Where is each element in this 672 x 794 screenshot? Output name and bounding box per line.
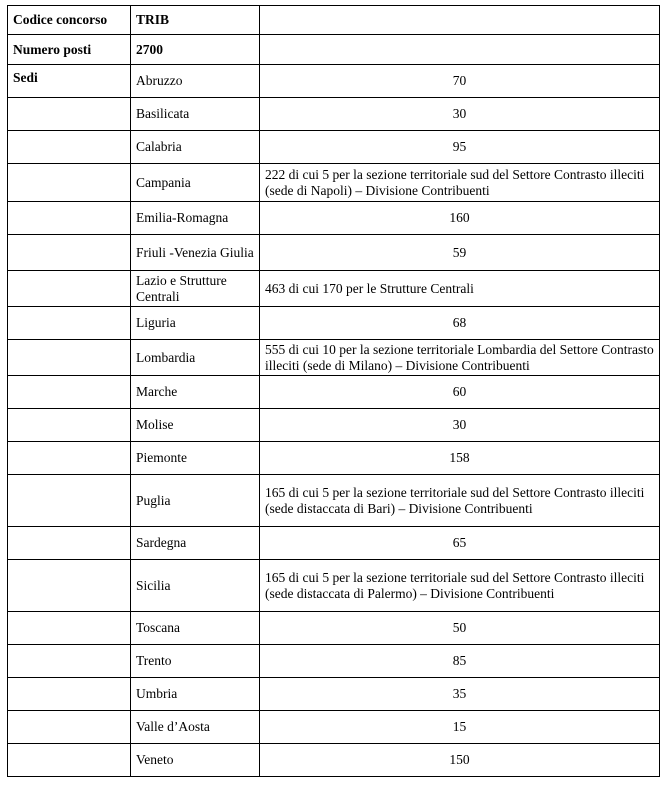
row-codice-concorso xyxy=(8,6,660,35)
region-name: Sicilia xyxy=(131,560,260,612)
numero-posti-label: Numero posti xyxy=(8,35,131,65)
region-name: Abruzzo xyxy=(131,65,260,98)
posts-count: 35 xyxy=(260,678,660,711)
region-name: Trento xyxy=(131,645,260,678)
codice-concorso-label: Codice concorso xyxy=(8,6,131,35)
sede-row xyxy=(8,164,660,202)
sede-row xyxy=(8,307,660,340)
sede-row xyxy=(8,560,660,612)
region-name: Piemonte xyxy=(131,442,260,475)
posts-count: 68 xyxy=(260,307,660,340)
empty-cell xyxy=(8,711,131,744)
empty-cell xyxy=(8,612,131,645)
posts-count: 222 di cui 5 per la sezione territoriale sud del Settore Contrasto illeciti (sede di Napoli) – Divisione Contribuenti xyxy=(260,164,660,202)
posts-count: 158 xyxy=(260,442,660,475)
empty-cell xyxy=(8,409,131,442)
posts-count: 165 di cui 5 per la sezione territoriale sud del Settore Contrasto illeciti (sede distaccata di Bari) – Divisione Contribuenti xyxy=(260,475,660,527)
region-name: Marche xyxy=(131,376,260,409)
region-name: Puglia xyxy=(131,475,260,527)
region-name: Umbria xyxy=(131,678,260,711)
empty-cell xyxy=(8,475,131,527)
empty-cell xyxy=(8,560,131,612)
empty-cell xyxy=(8,678,131,711)
sede-row xyxy=(8,340,660,376)
sede-row xyxy=(8,202,660,235)
region-name: Toscana xyxy=(131,612,260,645)
empty-cell xyxy=(8,131,131,164)
sede-row xyxy=(8,131,660,164)
region-name: Basilicata xyxy=(131,98,260,131)
empty-cell xyxy=(8,235,131,271)
sede-row xyxy=(8,612,660,645)
empty-cell xyxy=(8,271,131,307)
posts-count: 60 xyxy=(260,376,660,409)
empty-cell xyxy=(8,340,131,376)
posts-count: 65 xyxy=(260,527,660,560)
sede-row xyxy=(8,65,660,98)
posts-count: 150 xyxy=(260,744,660,777)
posts-count: 50 xyxy=(260,612,660,645)
posts-count: 165 di cui 5 per la sezione territoriale sud del Settore Contrasto illeciti (sede distaccata di Palermo) – Divisione Contribuenti xyxy=(260,560,660,612)
region-name: Valle d’Aosta xyxy=(131,711,260,744)
posts-count: 85 xyxy=(260,645,660,678)
region-name: Calabria xyxy=(131,131,260,164)
sede-row xyxy=(8,409,660,442)
posts-count: 30 xyxy=(260,409,660,442)
posts-count: 555 di cui 10 per la sezione territoriale Lombardia del Settore Contrasto illeciti (sede di Milano) – Divisione Contribuenti xyxy=(260,340,660,376)
region-name: Molise xyxy=(131,409,260,442)
region-name: Liguria xyxy=(131,307,260,340)
posts-count: 463 di cui 170 per le Strutture Centrali xyxy=(260,271,660,307)
empty-cell xyxy=(8,645,131,678)
region-name: Campania xyxy=(131,164,260,202)
sede-row xyxy=(8,711,660,744)
codice-concorso-value: TRIB xyxy=(131,6,260,35)
numero-posti-value: 2700 xyxy=(131,35,260,65)
sedi-label: Sedi xyxy=(8,65,131,98)
row-numero-posti xyxy=(8,35,660,65)
posts-count: 15 xyxy=(260,711,660,744)
empty-cell xyxy=(8,307,131,340)
empty-cell xyxy=(8,527,131,560)
empty-cell xyxy=(8,202,131,235)
posts-count: 59 xyxy=(260,235,660,271)
empty-cell xyxy=(8,442,131,475)
posts-count: 160 xyxy=(260,202,660,235)
empty-cell xyxy=(8,164,131,202)
sede-row xyxy=(8,442,660,475)
region-name: Veneto xyxy=(131,744,260,777)
region-name: Emilia-Romagna xyxy=(131,202,260,235)
concorso-table xyxy=(7,5,660,777)
empty-cell xyxy=(8,744,131,777)
empty-cell xyxy=(8,98,131,131)
sede-row xyxy=(8,678,660,711)
posts-count: 70 xyxy=(260,65,660,98)
empty-cell xyxy=(8,376,131,409)
posts-count: 95 xyxy=(260,131,660,164)
sede-row xyxy=(8,376,660,409)
empty-cell xyxy=(260,35,660,65)
region-name: Lombardia xyxy=(131,340,260,376)
sede-row xyxy=(8,98,660,131)
region-name: Lazio e Strutture Centrali xyxy=(131,271,260,307)
posts-count: 30 xyxy=(260,98,660,131)
sede-row xyxy=(8,235,660,271)
region-name: Friuli -Venezia Giulia xyxy=(131,235,260,271)
sede-row xyxy=(8,744,660,777)
empty-cell xyxy=(260,6,660,35)
sede-row xyxy=(8,527,660,560)
region-name: Sardegna xyxy=(131,527,260,560)
sede-row xyxy=(8,271,660,307)
sede-row xyxy=(8,475,660,527)
sede-row xyxy=(8,645,660,678)
